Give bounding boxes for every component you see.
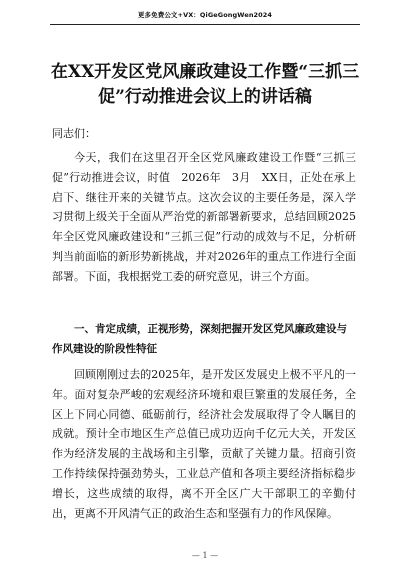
page-number: — 1 — <box>191 551 219 560</box>
section-heading-1: 一、肯定成绩，正视形势，深刻把握开发区党风廉政建设与作风建设的阶段性特征 <box>52 323 347 355</box>
body-paragraph: 回顾刚刚过去的2025年，是开发区发展史上极不平凡的一年。面对复杂严峻的宏观经济环境和艰巨繁重的发展任务，全区上下同心同德、砥砺前行，经济社会发展取得了令人瞩目的成就。预计全市地区生产总值已成功迈向千亿元大关，开发区作为经济发展的主战场和主引擎，贡献了关键力量。招商引资工作持续保持强劲势头，工业总产值和各项主要经济指标稳步增长，这些成绩的取得，离不开全区广大干部职工的辛勤付出，更离不开风清气正的政治生态和坚强有力的作风保障。 <box>52 368 356 520</box>
header-divider <box>50 24 360 25</box>
page-header: 更多免费公文+VX：QiGeGongWen2024 <box>137 11 273 19</box>
salutation: 同志们： <box>52 127 96 140</box>
opening-paragraph: 今天，我们在这里召开全区党风廉政建设工作暨“三抓三促”行动推进会议，时值 2026年 3月 XX日，正处在承上启下、继往开来的关键节点。这次会议的主要任务是，深入学习贯彻上级关于全面从严治党的新部署新要求，总结回顾2025年全区党风廉政建设和“三抓三促”行动的成效与不足，分析研判当前面临的新形势新挑战，并对2026年的重点工作进行全面部署。下面，我根据党工委的研究意见，讲三个方面。 <box>52 151 356 283</box>
document-title: 在XX开发区党风廉政建设工作暨“三抓三促”行动推进会议上的讲话稿 <box>50 62 360 107</box>
